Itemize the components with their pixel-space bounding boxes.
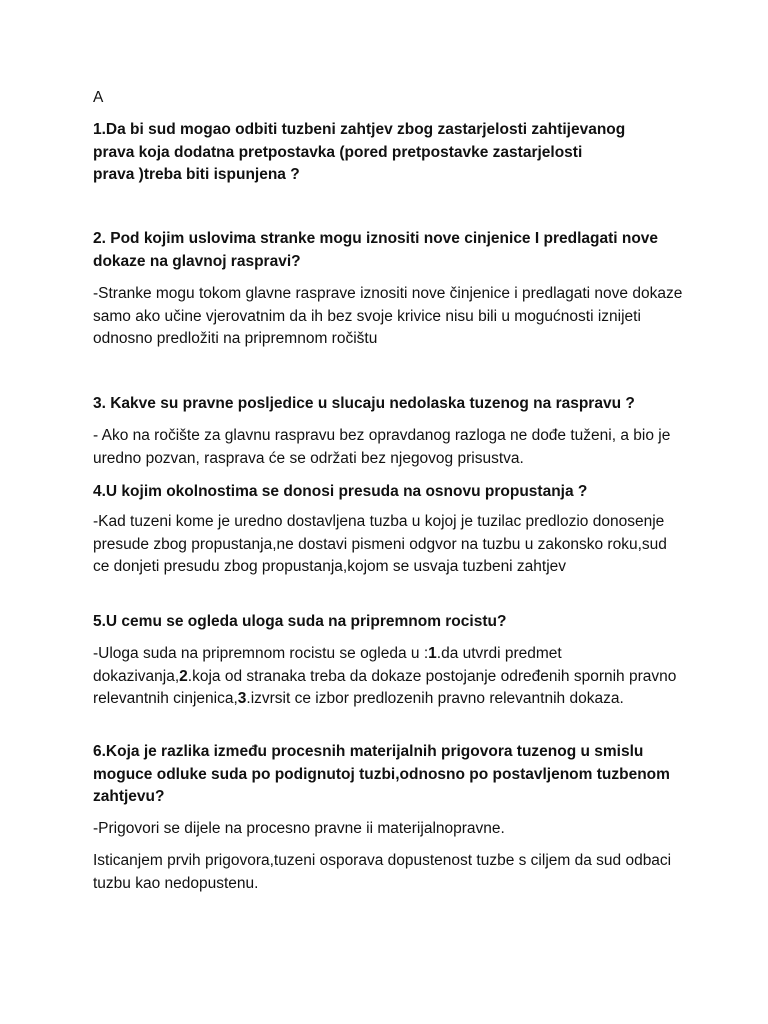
answer-3: - Ako na ročište za glavnu raspravu bez opravdanog razloga ne dođe tuženi, a bio je uredno pozvan, rasprava će se održati bez njegovog prisustva. — [93, 427, 671, 467]
question-1-line-2: prava koja dodatna pretpostavka (pored pretpostavke zastarjelosti — [93, 143, 583, 161]
question-3: 3. Kakve su pravne posljedice u slucaju nedolaska tuzenog na raspravu ? — [93, 395, 635, 412]
answer-5-number-2: 2 — [179, 667, 188, 685]
question-5: 5.U cemu se ogleda uloga suda na pripremnom rocistu? — [93, 613, 507, 630]
answer-4: -Kad tuzeni kome je uredno dostavljena tuzba u kojoj je tuzilac predlozio donosenje presude zbog propustanja,ne dostavi pismeni odgvor na tuzbu u zakonsko roku,sud ce donjeti presudu zbog propustanja,kojom se usvaja tuzbeni zahtjev — [93, 513, 667, 576]
question-1 — [93, 119, 683, 187]
section-heading: A — [93, 89, 104, 106]
answer-6-line-1: -Prigovori se dijele na procesno pravne ii materijalnopravne. — [93, 820, 505, 837]
question-4: 4.U kojim okolnostima se donosi presuda na osnovu propustanja ? — [93, 483, 588, 500]
answer-5 — [93, 643, 683, 711]
answer-5-part-2: .da utvrdi predmet dokazivanja, — [93, 645, 562, 685]
answer-6-line-2: Isticanjem prvih prigovora,tuzeni osporava dopustenost tuzbe s ciljem da sud odbaci tuzbu kao nedopustenu. — [93, 852, 672, 892]
question-1-line-3: prava )treba biti ispunjena ? — [93, 166, 300, 184]
answer-5-part-3: .koja od stranaka treba da dokaze postojanje određenih spornih pravno relevantnih cinjenica, — [93, 667, 677, 708]
answer-5-part-4: .izvrsit ce izbor predlozenih pravno relevantnih dokaza. — [246, 690, 624, 708]
question-1-line-1: 1.Da bi sud mogao odbiti tuzbeni zahtjev zbog zastarjelosti zahtijevanog — [93, 121, 626, 138]
answer-5-part-1: -Uloga suda na pripremnom rocistu se ogleda u : — [93, 645, 429, 662]
question-2: 2. Pod kojim uslovima stranke mogu iznositi nove cinjenice I predlagati nove dokaze na glavnoj raspravi? — [93, 230, 659, 270]
answer-2: -Stranke mogu tokom glavne rasprave iznositi nove činjenice i predlagati nove dokaze samo ako učine vjerovatnim da ih bez svoje krivice nisu bili u mogućnosti iznijeti odnosno predložiti na pripremnom ročištu — [93, 285, 683, 348]
answer-5-number-1: 1 — [428, 645, 437, 662]
answer-5-number-3: 3 — [237, 690, 247, 708]
question-6: 6.Koja je razlika između procesnih materijalnih prigovora tuzenog u smislu moguce odluke suda po podignutoj tuzbi,odnosno po postavljenom tuzbenom zahtjevu? — [93, 743, 670, 806]
